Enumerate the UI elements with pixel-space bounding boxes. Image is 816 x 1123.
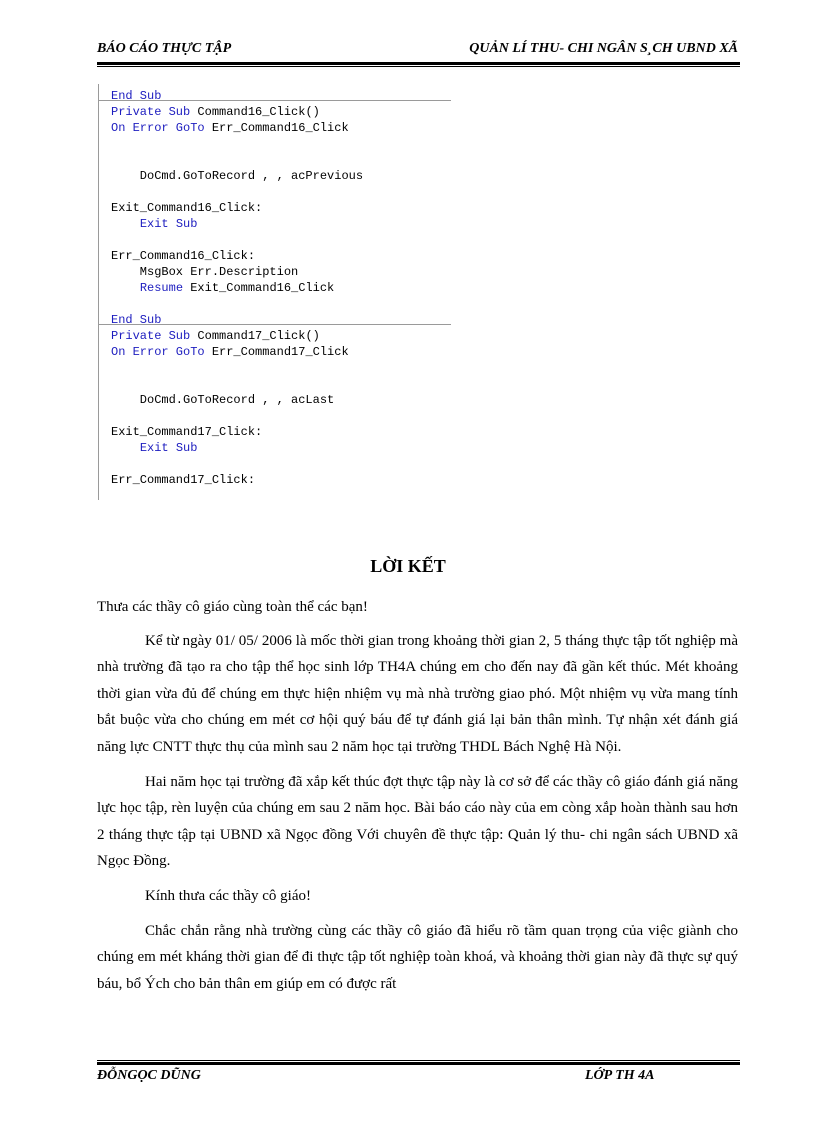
code-text	[111, 217, 140, 231]
code-line	[111, 440, 197, 456]
code-line	[111, 120, 349, 136]
code-line	[111, 88, 161, 104]
code-line	[111, 248, 255, 264]
page-footer	[97, 1068, 740, 1088]
code-keyword: On Error GoTo	[111, 345, 205, 359]
code-line	[111, 472, 255, 488]
code-text: Exit_Command16_Click	[183, 281, 335, 295]
code-text	[111, 281, 140, 295]
paragraph-internship-period: Kể từ ngày 01/ 05/ 2006 là mốc thời gian trong khoảng thời gian 2, 5 tháng thực tập tốt nghiệp mà nhà trường đã tạo ra cho tập thể học sinh lớp TH4A chúng em cho đến nay đã gần kết thúc. Mét khoảng thời gian vừa đủ để chúng em thực hiện nhiệm vụ mà nhà trường giao phó. Một nhiệm vụ vừa mang tính bắt buộc vừa cho chúng em mét cơ hội quý báu để tự đánh giá lại bản thân mình. Tự nhận xét đánh giá năng lực CNTT thực thụ của mình sau 2 năm học tại trường THDL Bách Nghệ Hà Nội.	[97, 632, 738, 755]
code-keyword: Exit Sub	[139, 217, 198, 231]
code-keyword: Exit Sub	[139, 441, 198, 455]
code-keyword: On Error GoTo	[111, 121, 205, 135]
greeting-line: Thưa các thầy cô giáo cùng toàn thể các bạn!	[97, 599, 368, 615]
code-text: Err_Command16_Click:	[111, 249, 256, 263]
header-report-title: BÁO CÁO THỰC TẬP	[97, 41, 232, 56]
paragraph-two-years: Hai năm học tại trường đã xắp kết thúc đợt thực tập này là cơ sở để các thầy cô giáo đánh giá năng lực học tập, rèn luyện của chúng em sau 2 năm học. Bài báo cáo này của em còng xắp hoàn thành sau hơn 2 tháng thực tập tại UBND xã Ngọc đồng Với chuyên đề thực tập: Quản lý thu- chi ngân sách UBND xã Ngọc Đồng.	[97, 773, 738, 870]
header-topic-title: QUẢN LÍ THU- CHI NGÂN S¸CH UBND XÃ	[469, 41, 738, 56]
footer-author-name: ĐỖNGỌC DŨNG	[97, 1068, 201, 1083]
code-line	[111, 312, 161, 328]
code-text: Err_Command16_Click	[204, 121, 349, 135]
section-title: LỜI KẾT	[370, 556, 446, 576]
footer-rule-thick	[97, 1062, 740, 1065]
code-keyword: Private Sub	[111, 329, 191, 343]
code-line	[111, 328, 320, 344]
code-text: Exit_Command16_Click:	[111, 201, 263, 215]
code-line	[111, 392, 334, 408]
header-rule-thin	[97, 66, 740, 67]
code-text: MsgBox Err.Description	[111, 265, 299, 279]
code-text: Command16_Click()	[190, 105, 320, 119]
code-text: DoCmd.GoToRecord , , acPrevious	[111, 169, 364, 183]
code-line	[111, 216, 197, 232]
code-text: Err_Command17_Click:	[111, 473, 256, 487]
header-rule-thick	[97, 62, 740, 65]
paragraph-gratitude: Chắc chắn rằng nhà trường cùng các thầy cô giáo đã hiểu rõ tầm quan trọng của việc giành cho chúng em mét kháng thời gian để đi thực tập tốt nghiệp toàn khoá, và khoảng thời gian này đã thực sự quý báu, bổ Ých cho bản thân em giúp em có được rất	[97, 922, 738, 992]
code-line	[111, 280, 334, 296]
code-text: Exit_Command17_Click:	[111, 425, 263, 439]
code-text: DoCmd.GoToRecord , , acLast	[111, 393, 335, 407]
code-keyword: Resume	[139, 281, 184, 295]
code-keyword: End Sub	[111, 313, 162, 327]
code-keyword: End Sub	[111, 89, 162, 103]
code-line	[111, 344, 349, 360]
code-line	[111, 168, 363, 184]
code-keyword: Private Sub	[111, 105, 191, 119]
code-line	[111, 264, 298, 280]
code-line	[111, 200, 262, 216]
footer-class-name: LỚP TH 4A	[585, 1068, 655, 1083]
code-text	[111, 441, 140, 455]
code-text: Err_Command17_Click	[204, 345, 349, 359]
page-header	[97, 41, 740, 61]
closing-text	[97, 594, 738, 1005]
paragraph-salutation: Kính thưa các thầy cô giáo!	[145, 887, 311, 904]
code-text: Command17_Click()	[190, 329, 320, 343]
vba-code-listing	[98, 84, 459, 500]
footer-rule-thin	[97, 1060, 740, 1061]
code-line	[111, 104, 320, 120]
code-line	[111, 424, 262, 440]
